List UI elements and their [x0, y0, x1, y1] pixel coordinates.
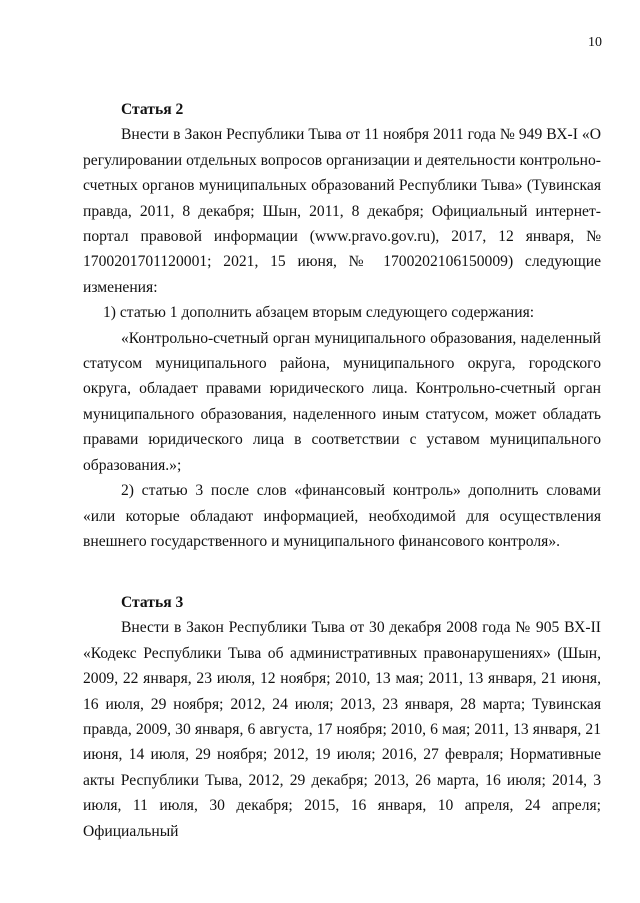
article-3-title: Статья 3	[121, 594, 184, 611]
article-2-title: Статья 2	[121, 101, 184, 118]
document-body	[83, 97, 601, 840]
article-2-intro: Внести в Закон Республики Тыва от 11 ноября 2011 года № 949 ВХ-I «О регулировании отдельных вопросов организации и деятельности контрольно-счетных органов муниципальных образований Республики Тыва» (Тувинская правда, 2011, 8 декабря; Шын, 2011, 8 декабря; Официальный интернет-портал правовой информации (www.pravo.gov.ru), 2017, 12 января, № 1700201701120001; 2021, 15 июня, № 1700202106150009) следующие изменения:	[83, 126, 601, 296]
article-2-item-2: 2) статью 3 после слов «финансовый контроль» дополнить словами «или которые обладают информацией, необходимой для осуществления внешнего государственного и муниципального финансового контроля».	[83, 482, 601, 550]
article-3-section	[83, 590, 601, 844]
article-2-section	[83, 97, 601, 554]
article-3-intro: Внести в Закон Республики Тыва от 30 декабря 2008 года № 905 ВХ-II «Кодекс Республики Тыва об административных правонарушениях» (Шын, 2009, 22 января, 23 июля, 12 ноября; 2010, 13 мая; 2011, 13 января, 21 июня, 16 июля, 29 ноября; 2012, 24 июля; 2013, 23 января, 28 марта; Тувинская правда, 2009, 30 января, 6 августа, 17 ноября; 2010, 6 мая; 2011, 13 января, 21 июня, 14 июля, 29 ноября; 2012, 19 июля; 2016, 27 февраля; Нормативные акты Республики Тыва, 2012, 29 декабря; 2013, 26 марта, 16 июля; 2014, 3 июля, 11 июля, 30 декабря; 2015, 16 января, 10 апреля, 24 апреля; Официальный	[83, 619, 601, 840]
article-2-quote: «Контрольно-счетный орган муниципального образования, наделенный статусом муниципального района, муниципального округа, городского округа, обладает правами юридического лица. Контрольно-счетный орган муниципального образования, наделенного иным статусом, может обладать правами юридического лица в соответствии с уставом муниципального образования.»;	[83, 329, 601, 474]
article-2-item-1: 1) статью 1 дополнить абзацем вторым следующего содержания:	[103, 304, 535, 322]
page-number: 10	[588, 35, 602, 50]
